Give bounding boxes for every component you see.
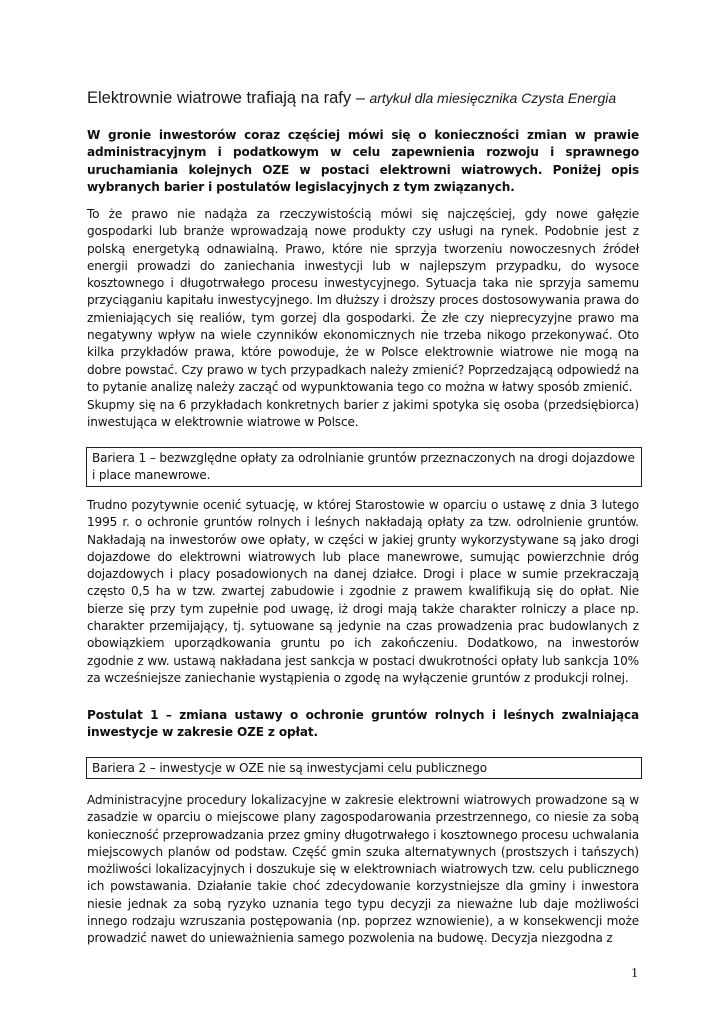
- title-main: Elektrownie wiatrowe trafiają na rafy –: [87, 89, 370, 107]
- barrier-2-box: Bariera 2 – inwestycje w OZE nie są inwestycjami celu publicznego: [86, 757, 642, 779]
- article-title: [87, 88, 667, 108]
- title-subtitle: artykuł dla miesięcznika Czysta Energia: [369, 90, 617, 106]
- body-paragraph-3: Trudno pozytywnie ocenić sytuację, w której Starostowie w oparciu o ustawę z dnia 3 lutego 1995 r. o ochronie gruntów rolnych i leśnych nakładają opłaty za tzw. odrolnienie gruntów. Nakładają na inwestorów owe opłaty, w części w jakiej grunty wykorzystywane są jako drogi dojazdowe do elektrowni wiatrowych lub place manewrowe, sumując powierzchnie dróg dojazdowych i placy posadowionych na danej działce. Drogi i place w sumie przekraczają często 0,5 ha w tzw. zwartej zabudowie i zgodnie z prawem kwalifikują się do opłat. Nie bierze się przy tym zupełnie pod uwagę, iż drogi mają także charakter rolniczy a place np. charakter przemijający, tj. sytuowane są jedynie na czas prowadzenia prac budowlanych z obowiązkiem uporządkowania gruntu po ich zakończeniu. Dodatkowo, na inwestorów zgodnie z ww. ustawą nakładana jest sankcja w postaci dwukrotności opłaty lub sankcja 10% za wcześniejsze zaniechanie wystąpienia o zgodę na wyłączenie gruntów z produkcji rolnej.: [87, 498, 639, 685]
- body-paragraph-4: Administracyjne procedury lokalizacyjne w zakresie elektrowni wiatrowych prowadzone są w zasadzie w oparciu o miejscowe plany zagospodarowania przestrzennego, co niesie za sobą konieczność przeprowadzania przez gminy długotrwałego i kosztownego procesu uchwalania miejscowych planów od podstaw. Część gmin szuka alternatywnych (prostszych i tańszych) możliwości lokalizacyjnych i doszukuje się w elektrowniach wiatrowych tzw. celu publicznego ich powstawania. Działanie takie choć zdecydowanie korzystniejsze dla gminy i inwestora niesie jednak za sobą ryzyko uznania tego typu decyzji za nieważne lub daje możliwości innego rodzaju wzruszania postępowania (np. poprzez wznowienie), a w konsekwencji może prowadzić nawet do unieważnienia samego pozwolenia na budowę. Decyzja niezgodna z: [87, 793, 639, 946]
- postulate-1: Postulat 1 – zmiana ustawy o ochronie gruntów rolnych i leśnych zwalniająca inwestycje w zakresie OZE z opłat.: [87, 708, 639, 740]
- lead-paragraph: W gronie inwestorów coraz częściej mówi się o konieczności zmian w prawie administracyjnym i podatkowym w celu zapewnienia rozwoju i sprawnego uruchamiania kolejnych OZE w postaci elektrowni wiatrowych. Poniżej opis wybranych barier i postulatów legislacyjnych z tym związanych.: [87, 128, 639, 194]
- page-number: 1: [631, 966, 638, 981]
- barrier-1-box: Bariera 1 – bezwzględne opłaty za odrolnianie gruntów przeznaczonych na drogi dojazdowe i place manewrowe.: [86, 447, 642, 487]
- body-paragraph-2: Skupmy się na 6 przykładach konkretnych barier z jakimi spotyka się osoba (przedsiębiorca) inwestująca w elektrownie wiatrowe w Polsce.: [87, 398, 639, 430]
- body-paragraph-1: To że prawo nie nadąża za rzeczywistością mówi się najczęściej, gdy nowe gałęzie gospodarki lub branże wprowadzają nowe produkty czy usługi na rynek. Podobnie jest z polską energetyką odnawialną. Prawo, które nie sprzyja tworzeniu nowoczesnych źródeł energii prowadzi do zaniechania inwestycji lub w najlepszym przypadku, do wysoce kosztownego i długotrwałego procesu inwestycyjnego. Sytuacja taka nie sprzyja samemu przyciąganiu kapitału inwestycyjnego. Im dłuższy i droższy proces dostosowywania prawa do zmieniających się realiów, tym gorzej dla gospodarki. Że złe czy nieprecyzyjne prawo ma negatywny wpływ na wiele czynników ekonomicznych nie trzeba nikogo przekonywać. Oto kilka przykładów prawa, które powoduje, że w Polsce elektrownie wiatrowe nie mogą na dobre powstać. Czy prawo w tych przypadkach należy zmienić? Poprzedzającą odpowiedź na to pytanie analizę należy zacząć od wypunktowania tego co można w łatwy sposób zmienić.: [87, 207, 639, 394]
